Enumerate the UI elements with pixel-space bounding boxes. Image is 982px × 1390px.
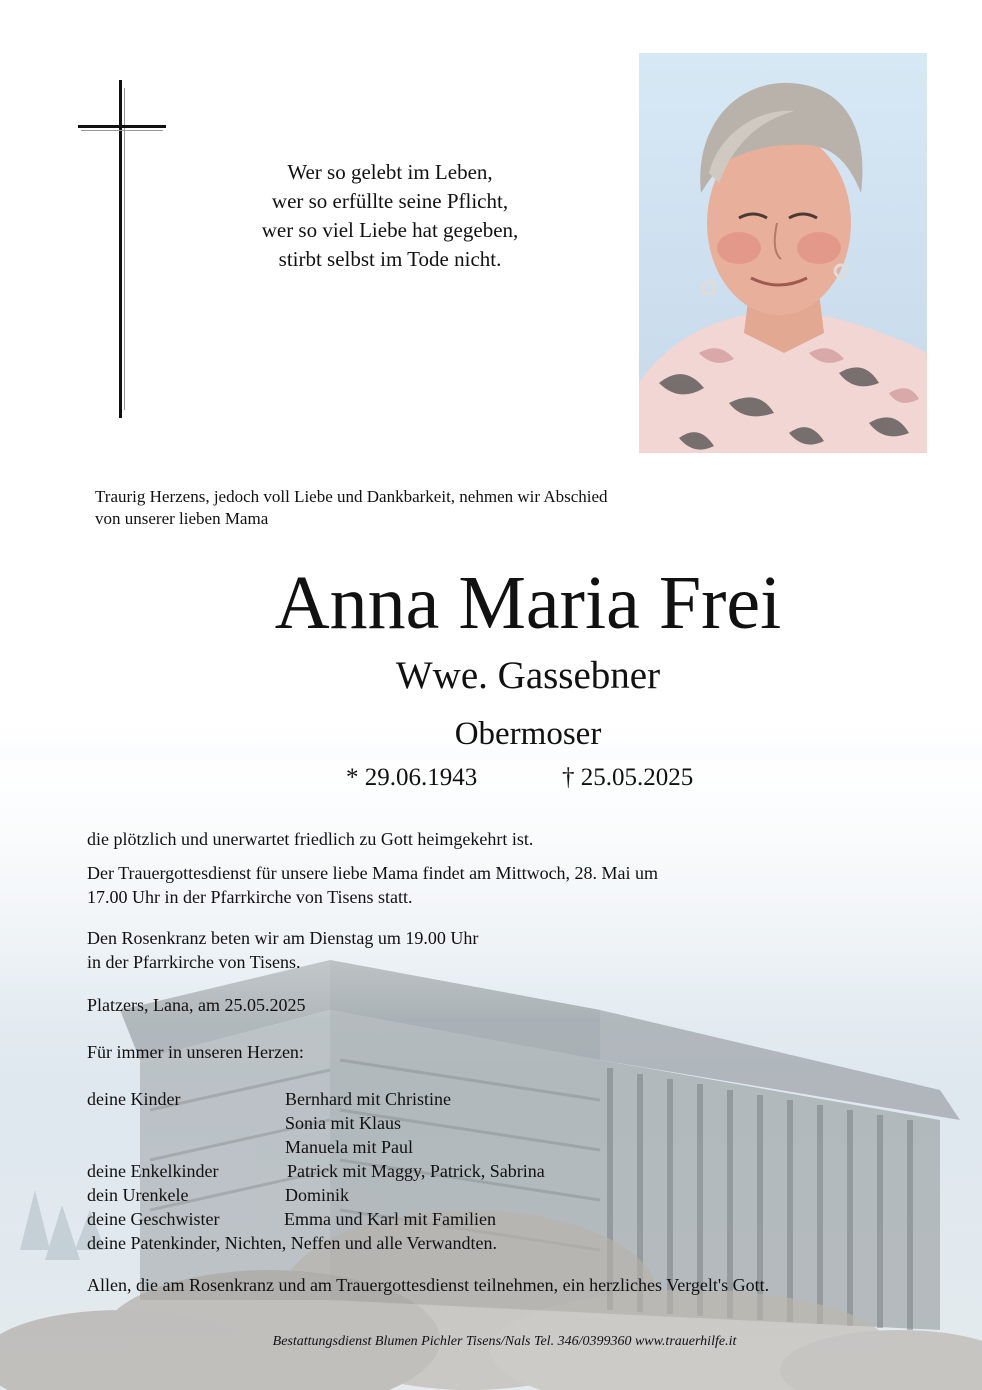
poem-line: Wer so gelebt im Leben,: [287, 160, 493, 184]
rosary-info: [87, 926, 478, 974]
funeral-home-footer: Bestattungsdienst Blumen Pichler Tisens/Nals Tel. 346/0399360 www.trauerhilfe.it: [272, 1334, 737, 1349]
portrait-image: [639, 53, 927, 453]
passing-statement: [87, 827, 533, 851]
place-date-line: Platzers, Lana, am 25.05.2025: [87, 995, 306, 1015]
funeral-service-info: [87, 861, 658, 909]
family-children-3: Manuela mit Paul: [285, 1137, 413, 1157]
deceased-subtitle-house: Obermoser: [454, 716, 602, 752]
family-grandchildren: Patrick mit Maggy, Patrick, Sabrina: [287, 1161, 545, 1181]
family-label-siblings: deine Geschwister: [87, 1209, 220, 1229]
poem-line: wer so viel Liebe hat gegeben,: [261, 218, 519, 242]
poem-line: stirbt selbst im Tode nicht.: [278, 247, 502, 271]
family-children-2: Sonia mit Klaus: [285, 1113, 401, 1133]
place-date: [87, 993, 305, 1017]
thanks-statement: [87, 1273, 769, 1297]
family-godchildren-relatives: deine Patenkinder, Nichten, Neffen und alle Verwandten.: [87, 1233, 497, 1253]
intro-line: von unserer lieben Mama: [95, 509, 269, 528]
portrait-photo: [639, 53, 927, 453]
death-date: † 25.05.2025: [562, 764, 694, 791]
family-label-children: deine Kinder: [87, 1089, 181, 1109]
forever-line: Für immer in unseren Herzen:: [87, 1042, 304, 1062]
rosary-line: Den Rosenkranz beten wir am Dienstag um 19.00 Uhr: [87, 928, 479, 948]
poem: [190, 158, 590, 274]
funeral-line: 17.00 Uhr in der Pfarrkirche von Tisens statt.: [87, 887, 413, 907]
cross-icon: [78, 80, 166, 418]
passing-line: die plötzlich und unerwartet friedlich zu Gott heimgekehrt ist.: [87, 829, 534, 849]
poem-line: wer so erfüllte seine Pflicht,: [271, 189, 509, 213]
intro-line: Traurig Herzens, jedoch voll Liebe und Dankbarkeit, nehmen wir Abschied: [95, 487, 608, 506]
family-siblings: Emma und Karl mit Familien: [284, 1209, 496, 1229]
family-label-greatgrandchild: dein Urenkele: [87, 1185, 189, 1205]
funeral-line: Der Trauergottesdienst für unsere liebe Mama findet am Mittwoch, 28. Mai um: [87, 863, 659, 883]
forever-heading: [87, 1040, 304, 1064]
thanks-line: Allen, die am Rosenkranz und am Trauergottesdienst teilnehmen, ein herzliches Vergelt's Gott.: [87, 1275, 770, 1295]
birth-date: * 29.06.1943: [346, 764, 478, 791]
rosary-line: in der Pfarrkirche von Tisens.: [87, 952, 301, 972]
family-label-grandchildren: deine Enkelkinder: [87, 1161, 219, 1181]
deceased-name: Anna Maria Frei: [274, 561, 782, 645]
intro-text: [95, 486, 608, 530]
family-children-1: Bernhard mit Christine: [285, 1089, 451, 1109]
family-greatgrandchild: Dominik: [285, 1185, 350, 1205]
deceased-subtitle-widow: Wwe. Gassebner: [395, 654, 661, 697]
